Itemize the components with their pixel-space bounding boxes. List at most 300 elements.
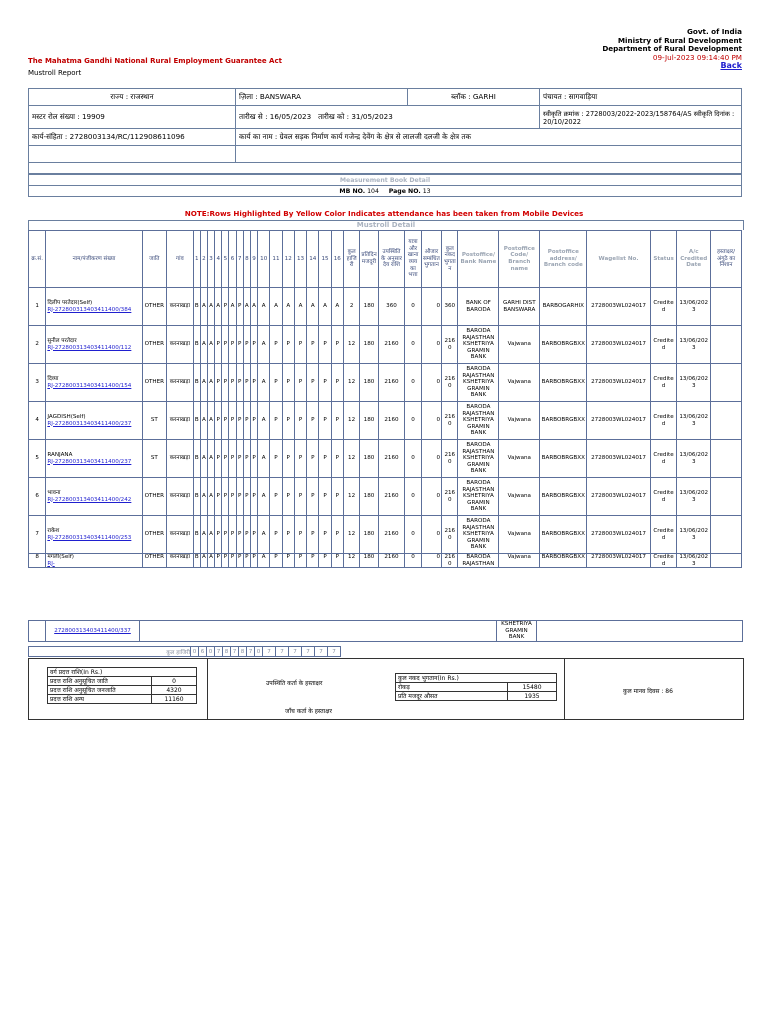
- total-day-cell: 7: [215, 647, 223, 657]
- district-cell: ज़िला : BANSWARA: [236, 89, 408, 106]
- signature-cell: [711, 516, 742, 554]
- state-cell: राज्य : राजस्थान: [29, 89, 236, 106]
- credited-date-cell: 13/06/2023: [677, 364, 711, 402]
- credited-date-cell: 13/06/2023: [677, 440, 711, 478]
- branch-name-cell: Vajwana: [499, 402, 540, 440]
- registration-link[interactable]: RJ-272800313403411400/112: [47, 344, 132, 351]
- attendance-cell: P: [270, 402, 282, 440]
- branch-name-cell: Vajwana: [499, 440, 540, 478]
- attendance-cell: P: [243, 364, 250, 402]
- bank-name-cell: BANK OF BARODA: [458, 288, 499, 326]
- col-day: 9: [250, 231, 257, 288]
- attendance-cell: B: [193, 326, 200, 364]
- empty-cell: [29, 621, 46, 642]
- attendance-cell: A: [294, 288, 306, 326]
- col-daily-wage: प्रतिदिन मजदूरी: [360, 231, 378, 288]
- attendance-cell: P: [222, 554, 229, 568]
- attendance-cell: B: [193, 288, 200, 326]
- registration-link[interactable]: RJ-272800313403411400/237: [47, 420, 132, 427]
- branch-code-cell: BARBOBRGBXX: [540, 440, 587, 478]
- credited-date-cell: 13/06/2023: [677, 478, 711, 516]
- amount-due-cell: 2160: [378, 478, 405, 516]
- attendance-signature-label: उपस्थिति कर्ता के हस्ताक्षर: [266, 680, 323, 687]
- worker-name: दिलीप परतेदार(Self): [47, 299, 93, 306]
- category-value: 4320: [152, 686, 197, 695]
- category-row: [48, 686, 197, 695]
- attendance-cell: P: [331, 364, 343, 402]
- col-branch-code: Postoffice address/ Branch code: [540, 231, 587, 288]
- attendance-cell: P: [282, 516, 294, 554]
- branch-code-cell: BARBOBRGBXX: [540, 364, 587, 402]
- daily-wage-cell: 180: [360, 326, 378, 364]
- amount-due-cell: 2160: [378, 554, 405, 568]
- attendance-cell: P: [222, 364, 229, 402]
- travel-cell: 0: [405, 288, 421, 326]
- amount-due-cell: 2160: [378, 440, 405, 478]
- payment-value: 1935: [508, 692, 557, 701]
- worker-name: दिव्या: [47, 375, 59, 382]
- total-day-cell: 7: [328, 647, 341, 657]
- attendance-cell: P: [229, 516, 236, 554]
- muster-no-cell: मस्टर रोल संख्या : 19909: [29, 106, 236, 129]
- table-row: [29, 516, 742, 554]
- report-title: Mustroll Report: [28, 69, 82, 77]
- attendance-cell: B: [193, 402, 200, 440]
- attendance-cell: A: [207, 364, 214, 402]
- col-credited-date: A/c Credited Date: [677, 231, 711, 288]
- attendance-cell: P: [236, 364, 243, 402]
- attendance-cell: A: [207, 402, 214, 440]
- payment-title: कुल नकद भुगतान(In Rs.): [396, 674, 557, 683]
- total-attendance-cell: 12: [343, 440, 359, 478]
- col-amount-due: उपस्थिति के अनुसार देय राशि: [378, 231, 405, 288]
- row-sno: 7: [29, 516, 46, 554]
- attendance-cell: P: [250, 516, 257, 554]
- registration-link[interactable]: RJ-272800313403411400/242: [47, 496, 132, 503]
- totals-row: [29, 647, 743, 657]
- caste-cell: OTHER: [142, 478, 167, 516]
- table-row: [29, 478, 742, 516]
- wagelist-cell: 2728003WL024017: [587, 478, 650, 516]
- worker-name: भावना: [47, 489, 61, 496]
- row-sno: 1: [29, 288, 46, 326]
- travel-cell: 0: [405, 516, 421, 554]
- caste-cell: OTHER: [142, 326, 167, 364]
- attendance-cell: P: [307, 516, 319, 554]
- total-day-cell: 7: [231, 647, 239, 657]
- attendance-cell: A: [319, 288, 331, 326]
- travel-cell: 0: [405, 554, 421, 568]
- attendance-cell: P: [243, 326, 250, 364]
- ministry-label: Ministry of Rural Development: [617, 35, 742, 45]
- bank-name-cell: BARODA RAJASTHAN KSHETRIYA GRAMIN BANK: [458, 402, 499, 440]
- total-day-cell: 8: [223, 647, 231, 657]
- attendance-cell: P: [270, 326, 282, 364]
- attendance-cell: P: [307, 364, 319, 402]
- branch-code-cell: BARBOBRGBXX: [540, 554, 587, 568]
- attendance-cell: P: [294, 478, 306, 516]
- total-day-cell: 7: [247, 647, 255, 657]
- total-person-days: कुल मानव दिवस : 86: [623, 688, 673, 695]
- tools-cell: 0: [421, 440, 441, 478]
- status-cell: Credited: [650, 402, 677, 440]
- attendance-cell: A: [258, 326, 270, 364]
- block-cell: ब्लॉक : GARHI: [408, 89, 540, 106]
- attendance-cell: A: [258, 478, 270, 516]
- registration-link[interactable]: RJ-272800313403411400/253: [47, 534, 132, 541]
- col-total-cash: कुल नकद भुगतान: [442, 231, 458, 288]
- empty-cell: [537, 621, 743, 642]
- attendance-cell: P: [243, 440, 250, 478]
- total-attendance-cell: 12: [343, 478, 359, 516]
- village-cell: करनाखड़ा: [167, 440, 194, 478]
- total-cash-cell: 2160: [442, 440, 458, 478]
- tools-cell: 0: [421, 364, 441, 402]
- mobile-attendance-note: NOTE:Rows Highlighted By Yellow Color Indicates attendance has been taken from Mobile Devices: [184, 209, 584, 218]
- work-code-cell: कार्य-संहिता : 2728003134/RC/112908611096: [29, 129, 236, 146]
- daily-wage-cell: 180: [360, 402, 378, 440]
- attendance-cell: A: [207, 478, 214, 516]
- table-row: [29, 554, 742, 568]
- caste-cell: OTHER: [142, 516, 167, 554]
- attendance-cell: P: [270, 554, 282, 568]
- status-cell: Credited: [650, 440, 677, 478]
- attendance-cell: P: [236, 288, 243, 326]
- empty-row: [29, 163, 742, 174]
- date-range-cell: [236, 106, 540, 129]
- sanction-date: स्वीकृति दिनांक : 20/10/2022: [543, 109, 735, 126]
- caste-cell: OTHER: [142, 554, 167, 568]
- total-attendance-cell: 12: [343, 516, 359, 554]
- attendance-cell: P: [222, 516, 229, 554]
- worker-name: JAGDISH(Self): [47, 413, 86, 420]
- sanction-cell: [540, 106, 742, 129]
- table-row: [29, 440, 742, 478]
- row-sno: 8: [29, 554, 46, 568]
- attendance-cell: P: [222, 440, 229, 478]
- col-signature: हस्ताक्षर/ अंगूठे का निशान: [711, 231, 742, 288]
- total-attendance-cell: 2: [343, 288, 359, 326]
- attendance-cell: A: [258, 288, 270, 326]
- worker-name: राकेश: [47, 527, 60, 534]
- attendance-cell: P: [294, 440, 306, 478]
- attendance-cell: A: [270, 288, 282, 326]
- branch-code-cell: BARBOGARHIX: [540, 288, 587, 326]
- attendance-cell: P: [250, 326, 257, 364]
- daily-wage-cell: 180: [360, 478, 378, 516]
- worker-name: मंगली(Self): [47, 554, 74, 560]
- category-label: प्रदत्त राशि अन्य: [48, 695, 152, 704]
- total-day-cell: 0: [207, 647, 215, 657]
- daily-wage-cell: 180: [360, 516, 378, 554]
- attendance-cell: A: [331, 288, 343, 326]
- village-cell: करनाखड़ा: [167, 402, 194, 440]
- status-cell: Credited: [650, 288, 677, 326]
- attendance-cell: A: [200, 288, 207, 326]
- mb-table: [28, 174, 742, 197]
- payment-row: [396, 692, 557, 701]
- attendance-cell: P: [307, 326, 319, 364]
- row-sno: 5: [29, 440, 46, 478]
- col-day: 16: [331, 231, 343, 288]
- continuation-table: [28, 620, 743, 642]
- table-row: [29, 364, 742, 402]
- col-day: 2: [200, 231, 207, 288]
- tools-cell: 0: [421, 478, 441, 516]
- mb-no-label: MB NO.: [339, 187, 366, 195]
- table-row: [29, 402, 742, 440]
- attendance-cell: A: [207, 440, 214, 478]
- totals-label: कुल हाजिरी: [29, 647, 191, 657]
- attendance-cell: P: [319, 364, 331, 402]
- attendance-cell: P: [319, 478, 331, 516]
- bank-name-cell: BARODA RAJASTHAN KSHETRIYA GRAMIN BANK: [458, 364, 499, 402]
- attendance-cell: P: [282, 402, 294, 440]
- attendance-cell: A: [229, 288, 236, 326]
- registration-link[interactable]: RJ-272800313403411400/154: [47, 382, 132, 389]
- signature-cell: [711, 478, 742, 516]
- payment-label: प्रति मजदूर औसत: [396, 692, 508, 701]
- village-cell: करनाखड़ा: [167, 364, 194, 402]
- attendance-cell: P: [319, 440, 331, 478]
- header-right: [602, 28, 742, 71]
- col-branch-name: Postoffice Code/ Branch name: [499, 231, 540, 288]
- branch-name-cell: Vajwana: [499, 364, 540, 402]
- branch-name-cell: Vajwana: [499, 326, 540, 364]
- attendance-cell: P: [229, 402, 236, 440]
- attendance-cell: P: [270, 516, 282, 554]
- credited-date-cell: 13/06/2023: [677, 402, 711, 440]
- attendance-cell: P: [319, 554, 331, 568]
- attendance-cell: P: [243, 516, 250, 554]
- status-cell: Credited: [650, 364, 677, 402]
- category-value: 0: [152, 677, 197, 686]
- col-day: 10: [258, 231, 270, 288]
- branch-name-cell: Vajwana: [499, 554, 540, 568]
- attendance-cell: A: [258, 402, 270, 440]
- tools-cell: 0: [421, 402, 441, 440]
- total-day-cell: 7: [315, 647, 328, 657]
- attendance-cell: P: [294, 326, 306, 364]
- attendance-cell: P: [319, 516, 331, 554]
- total-attendance-cell: 12: [343, 326, 359, 364]
- totals-table: [28, 646, 742, 657]
- travel-cell: 0: [405, 364, 421, 402]
- col-day: 4: [215, 231, 222, 288]
- col-status: Status: [650, 231, 677, 288]
- col-day: 15: [319, 231, 331, 288]
- attendance-cell: P: [243, 402, 250, 440]
- attendance-cell: P: [331, 440, 343, 478]
- attendance-cell: A: [243, 288, 250, 326]
- payment-row: [396, 683, 557, 692]
- caste-cell: ST: [142, 440, 167, 478]
- tools-cell: 0: [421, 516, 441, 554]
- attendance-cell: A: [200, 326, 207, 364]
- attendance-cell: P: [294, 554, 306, 568]
- worker-name-cell: [46, 326, 142, 364]
- credited-date-cell: 13/06/2023: [677, 554, 711, 568]
- col-total-attendance: कुल हाजिरी: [343, 231, 359, 288]
- sanction-no: स्वीकृति क्रमांक : 2728003/2022-2023/158764/AS: [543, 109, 692, 118]
- worker-name-cell: [46, 516, 142, 554]
- wagelist-cell: 2728003WL024017: [587, 288, 650, 326]
- category-label: प्रदत्त राशि अनुसूचित जाति: [48, 677, 152, 686]
- attendance-cell: A: [282, 288, 294, 326]
- page-no: 13: [422, 187, 431, 195]
- empty-cell: [29, 146, 236, 163]
- attendance-cell: A: [207, 326, 214, 364]
- mb-title: Measurement Book Detail: [29, 175, 742, 186]
- col-travel: यात्रा और खाना व्यय का भत्ता: [405, 231, 421, 288]
- category-value: 11160: [152, 695, 197, 704]
- act-title: The Mahatma Gandhi National Rural Employment Guarantee Act: [28, 57, 282, 65]
- branch-name-cell: GARHI DIST BANSWARA: [499, 288, 540, 326]
- attendance-cell: P: [250, 402, 257, 440]
- status-cell: Credited: [650, 554, 677, 568]
- worker-name-cell: [46, 402, 142, 440]
- signature-cell: [711, 326, 742, 364]
- info-table: [28, 88, 742, 174]
- attendance-cell: P: [319, 326, 331, 364]
- attendance-cell: P: [250, 364, 257, 402]
- total-cash-cell: 2160: [442, 554, 458, 568]
- amount-due-cell: 2160: [378, 364, 405, 402]
- registration-link[interactable]: RJ-: [47, 560, 55, 567]
- col-day: 5: [222, 231, 229, 288]
- attendance-cell: P: [294, 516, 306, 554]
- attendance-cell: P: [215, 364, 222, 402]
- mb-values: [29, 186, 742, 197]
- col-day: 8: [243, 231, 250, 288]
- amount-due-cell: 2160: [378, 326, 405, 364]
- col-wagelist: Wagelist No.: [587, 231, 650, 288]
- back-link[interactable]: Back: [720, 61, 742, 71]
- attendance-cell: P: [331, 326, 343, 364]
- wagelist-cell: 2728003WL024017: [587, 554, 650, 568]
- attendance-cell: P: [222, 478, 229, 516]
- credited-date-cell: 13/06/2023: [677, 326, 711, 364]
- payment-label: रोकड़: [396, 683, 508, 692]
- village-cell: करनाखड़ा: [167, 478, 194, 516]
- row-sno: 4: [29, 402, 46, 440]
- branch-code-cell: BARBOBRGBXX: [540, 478, 587, 516]
- attendance-cell: P: [229, 554, 236, 568]
- attendance-cell: B: [193, 516, 200, 554]
- signature-cell: [711, 402, 742, 440]
- village-cell: करनाखड़ा: [167, 554, 194, 568]
- continuation-reg[interactable]: [46, 621, 140, 642]
- wagelist-cell: 2728003WL024017: [587, 440, 650, 478]
- attendance-cell: P: [222, 288, 229, 326]
- wagelist-cell: 2728003WL024017: [587, 516, 650, 554]
- attendance-cell: A: [200, 554, 207, 568]
- col-day: 3: [207, 231, 214, 288]
- bank-name-cell: BARODA RAJASTHAN KSHETRIYA GRAMIN BANK: [458, 516, 499, 554]
- category-row: [48, 695, 197, 704]
- attendance-cell: A: [200, 402, 207, 440]
- registration-link[interactable]: 272800313403411400/337: [54, 627, 131, 634]
- attendance-cell: P: [282, 440, 294, 478]
- bank-name-cell: BARODA RAJASTHAN KSHETRIYA GRAMIN BANK: [458, 478, 499, 516]
- registration-link[interactable]: RJ-272800313403411400/237: [47, 458, 132, 465]
- daily-wage-cell: 180: [360, 554, 378, 568]
- category-row: [48, 677, 197, 686]
- checker-signature-label: जाँच कर्ता के हस्ताक्षर: [285, 708, 332, 715]
- wagelist-cell: 2728003WL024017: [587, 326, 650, 364]
- tools-cell: 0: [421, 288, 441, 326]
- signature-cell: [711, 440, 742, 478]
- work-name-cell: कार्य का नाम : ग्रेवल सड़क निर्माण कार्य गजेन्द्र देवेंग के क्षेत्र से लालजी दलजी के क्षेत्र तक: [236, 129, 742, 146]
- worker-name: सुनील परतेदार: [47, 337, 77, 344]
- attendance-cell: A: [258, 364, 270, 402]
- attendance-cell: P: [236, 516, 243, 554]
- attendance-cell: P: [331, 402, 343, 440]
- daily-wage-cell: 180: [360, 364, 378, 402]
- row-sno: 3: [29, 364, 46, 402]
- attendance-cell: P: [331, 478, 343, 516]
- total-cash-cell: 360: [442, 288, 458, 326]
- bank-name-cell: BARODA RAJASTHAN KSHETRIYA GRAMIN BANK: [458, 326, 499, 364]
- col-day: 11: [270, 231, 282, 288]
- attendance-cell: P: [236, 402, 243, 440]
- attendance-cell: P: [307, 554, 319, 568]
- attendance-cell: P: [270, 478, 282, 516]
- tools-cell: 0: [421, 326, 441, 364]
- total-attendance-cell: 12: [343, 364, 359, 402]
- worker-name: RANJANA: [47, 451, 73, 458]
- empty-cell: [140, 621, 497, 642]
- panchayat-cell: पंचायत : सागवाड़िया: [540, 89, 742, 106]
- amount-due-cell: 360: [378, 288, 405, 326]
- attendance-cell: P: [282, 326, 294, 364]
- attendance-cell: A: [250, 288, 257, 326]
- date-to: तारीख को : 31/05/2023: [318, 112, 393, 121]
- branch-code-cell: BARBOBRGBXX: [540, 402, 587, 440]
- attendance-cell: A: [207, 516, 214, 554]
- total-day-cell: 8: [239, 647, 247, 657]
- col-caste: जाति: [142, 231, 167, 288]
- date-from: तारीख से : 16/05/2023: [239, 112, 312, 121]
- attendance-cell: P: [215, 516, 222, 554]
- daily-wage-cell: 180: [360, 440, 378, 478]
- total-attendance-cell: 12: [343, 554, 359, 568]
- attendance-cell: P: [222, 326, 229, 364]
- attendance-cell: P: [243, 554, 250, 568]
- registration-link[interactable]: RJ-27280031340341140​0/384: [47, 306, 132, 313]
- attendance-cell: P: [294, 364, 306, 402]
- total-day-cell: 0: [255, 647, 263, 657]
- attendance-cell: A: [258, 440, 270, 478]
- attendance-cell: P: [229, 326, 236, 364]
- branch-name-cell: Vajwana: [499, 516, 540, 554]
- total-cash-cell: 2160: [442, 516, 458, 554]
- daily-wage-cell: 180: [360, 288, 378, 326]
- attendance-cell: B: [193, 440, 200, 478]
- attendance-cell: P: [215, 478, 222, 516]
- branch-name-cell: Vajwana: [499, 478, 540, 516]
- attendance-cell: P: [250, 440, 257, 478]
- attendance-cell: P: [243, 478, 250, 516]
- attendance-cell: A: [215, 288, 222, 326]
- caste-cell: ST: [142, 402, 167, 440]
- attendance-cell: P: [294, 402, 306, 440]
- branch-code-cell: BARBOBRGBXX: [540, 326, 587, 364]
- attendance-cell: A: [307, 288, 319, 326]
- wagelist-cell: 2728003WL024017: [587, 402, 650, 440]
- attendance-cell: P: [331, 516, 343, 554]
- attendance-cell: P: [215, 440, 222, 478]
